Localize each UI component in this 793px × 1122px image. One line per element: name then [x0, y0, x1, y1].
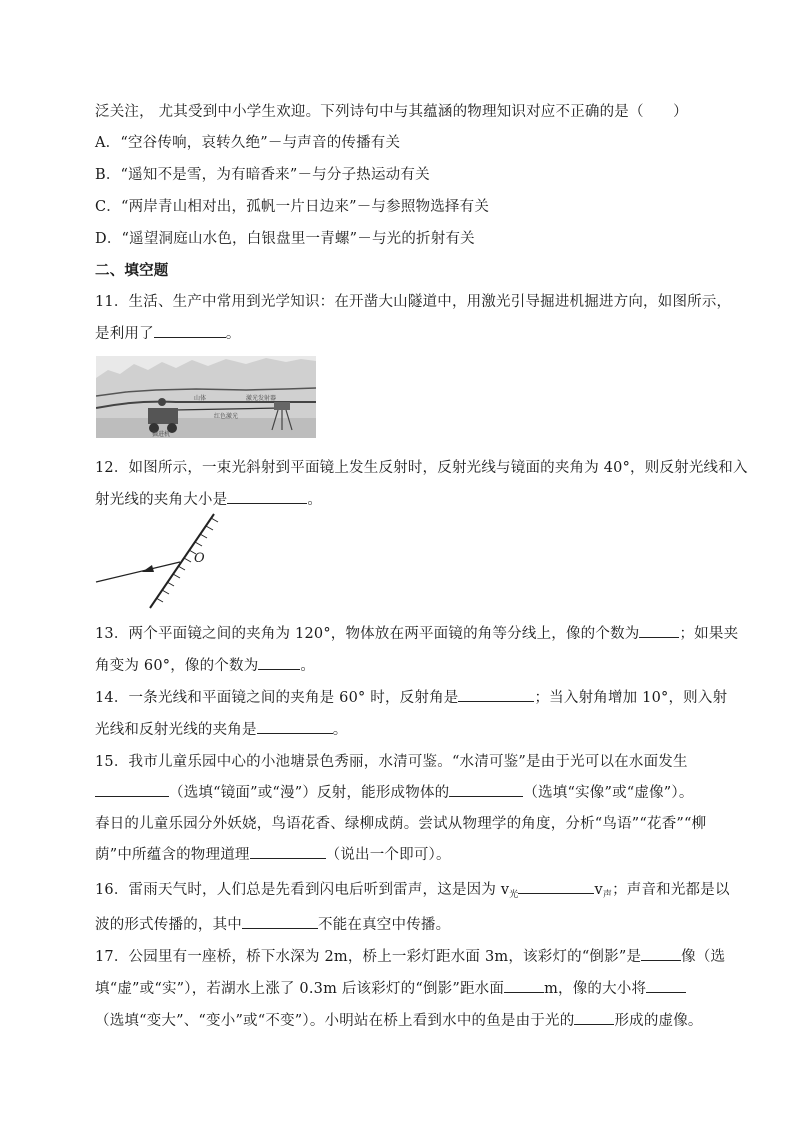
- q17-text-5: （选填“变大”、“变小”或“不变”）。小明站在桥上看到水中的鱼是由于光的: [95, 1013, 575, 1029]
- q14-text-2: ；当入射角增加 10°，则入射: [534, 690, 728, 706]
- q10-option-b: B．“遥知不是雪，为有暗香来”－与分子热运动有关: [95, 167, 430, 183]
- q12-answer-blank[interactable]: [227, 489, 307, 504]
- q14-answer-blank-1[interactable]: [458, 687, 534, 702]
- q13-line1: [95, 622, 738, 643]
- q11-text: 是利用了: [95, 326, 154, 342]
- q15-answer-blank-3[interactable]: [250, 844, 326, 859]
- q16-answer-blank-2[interactable]: [242, 914, 318, 929]
- q13-text-2: ；如果夹: [679, 626, 739, 642]
- q11-line1: 11．生活、生产中常用到光学知识：在开凿大山隧道中，用激光引导掘进机掘进方向，如图所示，: [95, 294, 732, 310]
- mirror-reflection-figure: [92, 510, 222, 612]
- q16-line1: [95, 878, 730, 900]
- q14-text-1: 14．一条光线和平面镜之间的夹角是 60° 时，反射角是: [95, 690, 459, 706]
- q12-end: 。: [307, 492, 323, 508]
- tunnel-floor: [96, 418, 316, 438]
- q17-text-3: 填“虚”或“实”），若湖水上涨了 0.3m 后该彩灯的“倒影”距水面: [95, 981, 505, 997]
- q15-text-3: 荫”中所蕴含的物理道理: [95, 847, 250, 863]
- label-machine: 掘进机: [152, 431, 171, 438]
- q17-line3: [95, 1009, 703, 1030]
- q12-line1: 12．如图所示，一束光斜射到平面镜上发生反射时，反射光线与镜面的夹角为 40°，则反射光线和入: [95, 460, 748, 476]
- q11-end: 。: [225, 326, 241, 342]
- q15-line3: 春日的儿童乐园分外妖娆，鸟语花香、绿柳成荫。尝试从物理学的角度，分析“鸟语”“花香”“柳: [95, 816, 707, 832]
- q17-answer-blank-3[interactable]: [646, 978, 686, 993]
- tunnel-machine-body: [148, 408, 178, 424]
- q10-option-a: A．“空谷传响，哀转久绝”－与声音的传播有关: [95, 135, 401, 151]
- q12-line2: [95, 488, 322, 509]
- q16-text-1: 16．雷雨天气时，人们总是先看到闪电后听到雷声，这是因为 v: [95, 882, 510, 898]
- label-laser: 激光发射器: [246, 395, 277, 402]
- q14-line2: [95, 718, 347, 739]
- ray-arrowhead: [142, 565, 154, 572]
- operator-figure: [158, 398, 166, 406]
- q13-text-1: 13．两个平面镜之间的夹角为 120°，物体放在两平面镜的角等分线上，像的个数为: [95, 626, 640, 642]
- q17-answer-blank-1[interactable]: [641, 946, 681, 961]
- label-mountain: 山体: [194, 395, 207, 402]
- tunnel-laser-figure: [96, 356, 316, 438]
- laser-emitter: [274, 402, 290, 410]
- point-o-label: O: [194, 551, 205, 566]
- q16-text-5: 不能在真空中传播。: [318, 917, 451, 933]
- section-title: 二、填空题: [95, 262, 169, 279]
- q17-line1: [95, 945, 725, 966]
- q10-option-d: D．“遥望洞庭山水色，白银盘里一青螺”－与光的折射有关: [95, 231, 475, 247]
- q15-line1: 15．我市儿童乐园中心的小池塘景色秀丽，水清可鉴。“水清可鉴”是由于光可以在水面发生: [95, 754, 688, 770]
- q13-text-3: 角变为 60°，像的个数为: [95, 658, 259, 674]
- q17-answer-blank-4[interactable]: [574, 1010, 614, 1025]
- q16-text-3: ；声音和光都是以: [612, 882, 730, 898]
- q14-line1: [95, 686, 727, 707]
- q15-answer-blank-1[interactable]: [95, 782, 169, 797]
- q16-text-2: v: [594, 882, 603, 898]
- incident-ray: [96, 562, 180, 582]
- q17-answer-blank-2[interactable]: [504, 978, 544, 993]
- q17-line2: [95, 977, 686, 998]
- q15-answer-blank-2[interactable]: [449, 782, 523, 797]
- label-beam: 红色激光: [214, 413, 239, 420]
- q10-option-c: C．“两岸青山相对出，孤帆一片日边来”－与参照物选择有关: [95, 199, 490, 215]
- q16-text-4: 波的形式传播的，其中: [95, 917, 242, 933]
- q17-text-6: 形成的虚像。: [614, 1013, 703, 1029]
- q15-text-4: （说出一个即可）。: [325, 847, 451, 863]
- q13-answer-blank-1[interactable]: [639, 623, 679, 638]
- q11-answer-blank[interactable]: [154, 323, 226, 338]
- q17-text-2: 像（选: [681, 949, 726, 965]
- q16-answer-blank-1[interactable]: [518, 879, 594, 894]
- q16-sub-light: 光: [509, 890, 519, 900]
- q13-line2: [95, 654, 315, 675]
- q13-answer-blank-2[interactable]: [258, 655, 300, 670]
- q17-text-1: 17．公园里有一座桥，桥下水深为 2m，桥上一彩灯距水面 3m，该彩灯的“倒影”是: [95, 949, 642, 965]
- mirror-hatching: [156, 518, 218, 602]
- q15-text-1: （选填“镜面”或“漫”）反射，能形成物体的: [169, 785, 450, 801]
- q14-end: 。: [332, 722, 348, 738]
- q17-text-4: m，像的大小将: [544, 981, 647, 997]
- q16-line2: [95, 913, 450, 934]
- q15-line2: [95, 781, 694, 802]
- q14-text-3: 光线和反射光线的夹角是: [95, 722, 257, 738]
- q11-line2: [95, 322, 241, 343]
- q13-end: 。: [300, 658, 316, 674]
- q16-sub-sound: 声: [602, 890, 613, 900]
- q15-text-2: （选填“实像”或“虚像”）。: [523, 785, 694, 801]
- q12-text: 射光线的夹角大小是: [95, 492, 228, 508]
- q14-answer-blank-2[interactable]: [257, 719, 333, 734]
- q10-stem: 泛关注， 尤其受到中小学生欢迎。下列诗句中与其蕴涵的物理知识对应不正确的是（ ）: [95, 104, 688, 120]
- q15-line4: [95, 843, 451, 864]
